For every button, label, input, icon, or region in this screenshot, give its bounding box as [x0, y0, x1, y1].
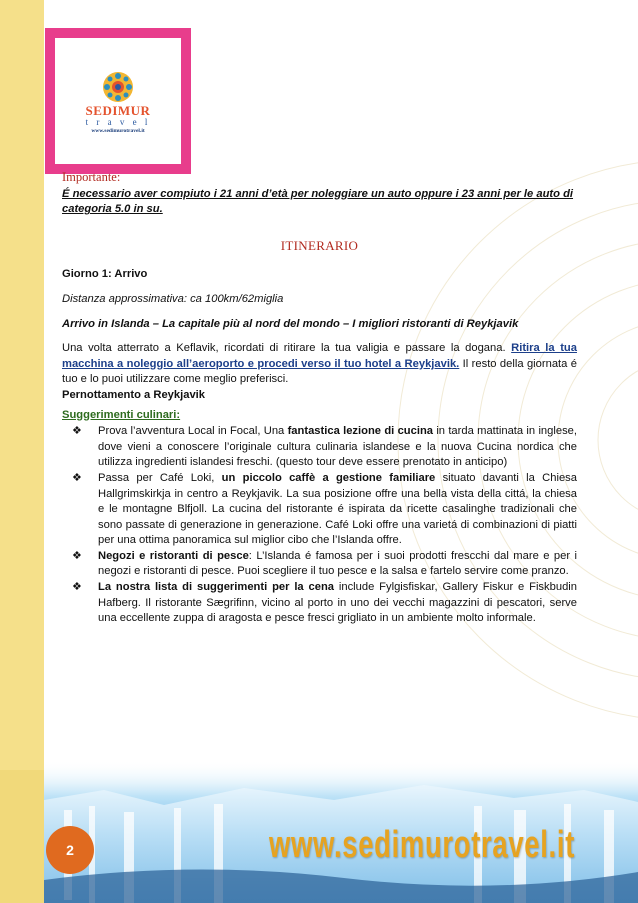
logo-frame: [45, 28, 191, 174]
list-item: [72, 471, 577, 549]
important-note: É necessario aver compiuto i 21 anni d’età per noleggiare un auto oppure i 23 anni per le auto di categoria 5.0 in su.: [62, 187, 574, 216]
tip-bold: un piccolo caffè a gestione familiare: [221, 471, 436, 484]
section-heading: ITINERARIO: [280, 237, 359, 253]
logo: [79, 62, 157, 140]
tip-text: in tarda mattinata in inglese, dove vieni a conoscere l’originale cultura culinaria islandese e la nuova Cucina nordica che utilizza ingredienti islandesi freschi. (questo tour deve essere prenotato in anticipo): [98, 425, 578, 469]
diamond-bullet-icon: ❖: [72, 425, 82, 438]
rental-car-link[interactable]: Ritira la tua macchina a noleggio all’aeroporto e procedi verso il tuo hotel a Reykjavik.: [62, 342, 577, 370]
logo-name: SEDIMUR: [85, 103, 151, 118]
tip-bold: Negozi e ristoranti di pesce: [98, 549, 249, 562]
overnight-note: Pernottamento a Reykjavik: [62, 388, 206, 401]
tips-list: [62, 424, 577, 627]
intro-paragraph: [62, 341, 577, 388]
tip-text: Prova l’avventura Local in Focal, Una: [98, 425, 288, 438]
tip-text: include Fylgisfiskar, Gallery Fiskur e Fiskbudin Hafberg. Il ristorante Sægrifinn, vicino al porto in uno dei vecchi magazzini di pescatori, serve una eccellente zuppa di aragosta e pesce fresci grigliato in un ambiente molto informale.: [98, 581, 577, 625]
page-content: [62, 170, 577, 627]
side-strip-bottom: [0, 770, 44, 903]
footer-banner: [44, 760, 638, 903]
tip-text: : L’Islanda é famosa per i suoi prodotti frescchi dal mare e per i negozi e ristoranti di pesce. Puoi scegliere il tuo pesce e la salsa e fartelo servire come pranzo.: [98, 549, 577, 578]
diamond-bullet-icon: ❖: [72, 581, 82, 594]
tip-text: situato davanti la Chiesa Hallgrimskirkja in centro a Reykjavik. La sua posizione offre una bella vista della cittá, la chiesa e le montagne Blfjoll. La cucina del ristorante é ispirata da ricette casalinghe tradizionali che sono passate di generazione in generazione. Café Loki offre una varietá di combinazioni di piatti per una ottima panoramica sul miglior cibo che l’Islanda offre.: [98, 471, 577, 547]
diamond-bullet-icon: ❖: [72, 549, 82, 562]
banner-url: www.sedimurotravel.it: [269, 824, 576, 866]
diamond-bullet-icon: ❖: [72, 471, 82, 484]
list-item: [72, 580, 577, 627]
tips-title: Suggerimenti culinari:: [62, 408, 181, 421]
intro-text: Una volta atterrato a Keflavik, ricordati di ritirare la tua valigia e passare la dogana.: [62, 342, 512, 355]
tip-text: Passa per Café Loki,: [98, 471, 222, 484]
distance-note: Distanza approssimativa: ca 100km/62miglia: [62, 292, 284, 305]
intro-text-end: Il resto della giornata é tuo e lo puoi utilizzare come meglio preferisci.: [62, 357, 577, 386]
logo-subtitle: t r a v e l: [85, 117, 151, 127]
logo-url: www.sedimurotravel.it: [91, 128, 145, 134]
day-title: Giorno 1: Arrivo: [62, 268, 148, 281]
list-item: [72, 424, 577, 471]
page-number: 2: [46, 826, 94, 874]
tip-bold: La nostra lista di suggerimenti per la cena: [98, 581, 335, 594]
tip-bold: fantastica lezione di cucina: [287, 425, 434, 438]
important-label: Importante:: [62, 170, 121, 184]
mandala-logo-icon: [101, 70, 135, 104]
list-item: [72, 549, 577, 580]
side-strip: [0, 0, 44, 903]
arrival-title: Arrivo in Islanda – La capitale più al nord del mondo – I migliori ristoranti di Reykjavik: [62, 317, 519, 330]
